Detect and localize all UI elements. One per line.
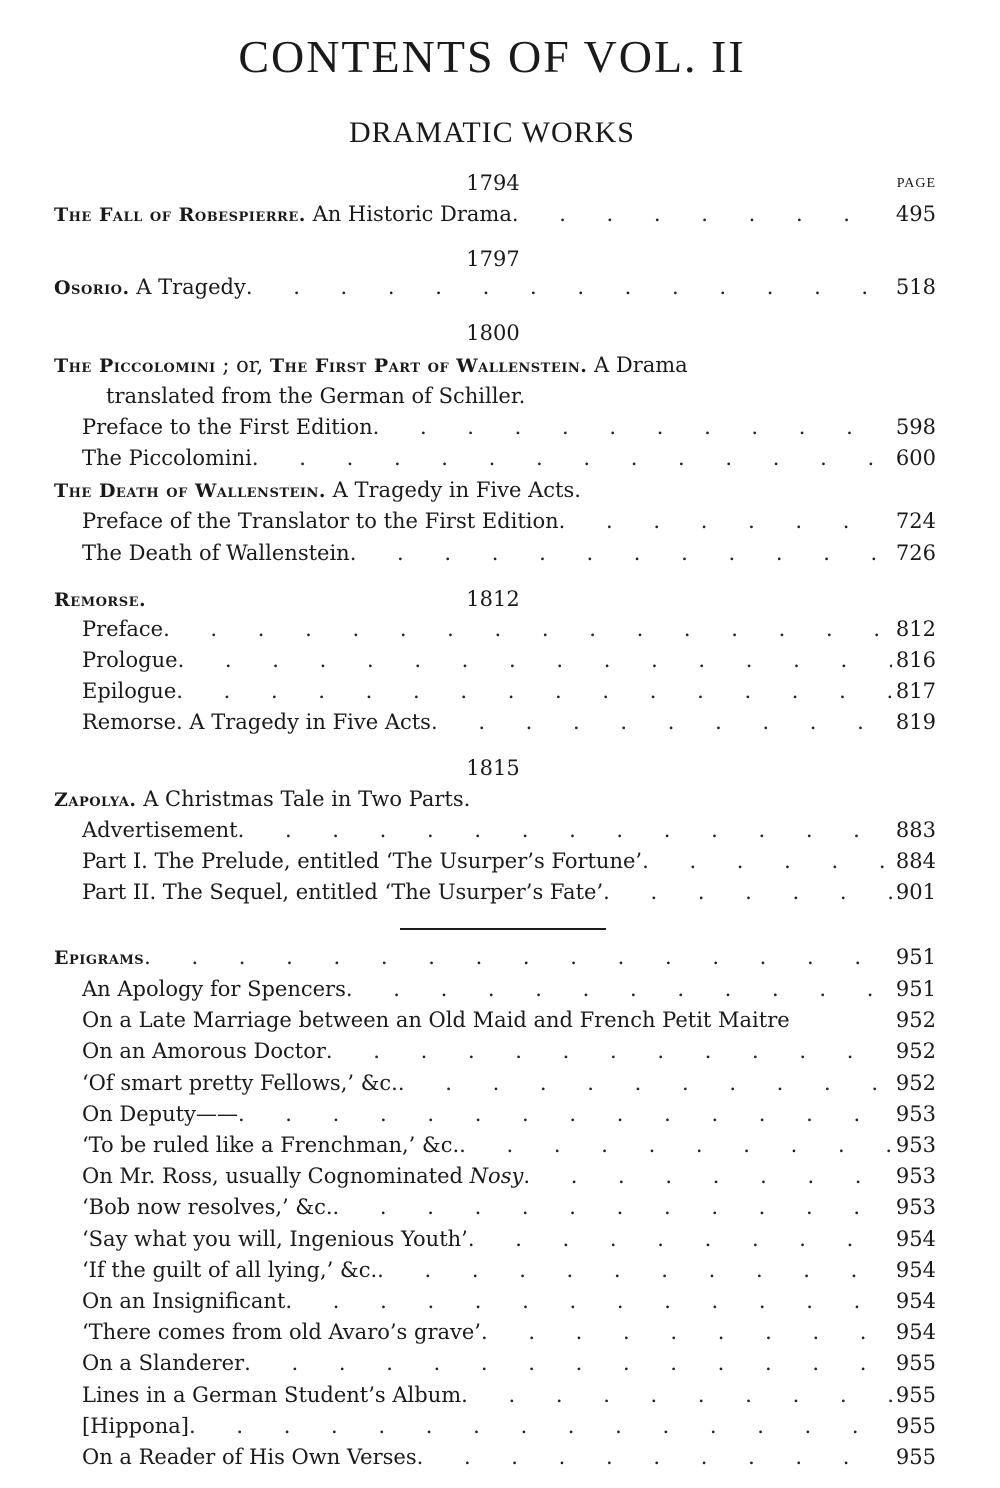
entry-title: The Death of Wallenstein bbox=[82, 541, 350, 565]
toc-entry-remorse[interactable] bbox=[82, 707, 936, 737]
leader-dots bbox=[252, 443, 892, 473]
page-number: 816 bbox=[895, 648, 936, 672]
entry-title: On a Late Marriage between an Old Maid and French Petit Maitre bbox=[82, 1008, 790, 1032]
page-number: 953 bbox=[895, 1195, 936, 1219]
toc-heading-zapolya bbox=[54, 784, 936, 814]
entry-title-caps: Epigrams bbox=[54, 947, 145, 969]
toc-entry-zapolya-advertisement[interactable] bbox=[82, 815, 936, 845]
page-number: 954 bbox=[895, 1227, 936, 1251]
year-1815: 1815 bbox=[466, 756, 520, 780]
entry-title: ‘If the guilt of all lying,’ &c. bbox=[82, 1258, 378, 1282]
leader-dots bbox=[163, 614, 892, 644]
page-number: 819 bbox=[895, 710, 936, 734]
entry-title-caps: Zapolya. bbox=[54, 789, 137, 811]
page-number: 955 bbox=[895, 1383, 936, 1407]
leader-dots bbox=[642, 846, 892, 876]
entry-continuation: translated from the German of Schiller. bbox=[106, 384, 526, 408]
toc-entry-remorse-epilogue[interactable] bbox=[82, 676, 936, 706]
leader-dots bbox=[189, 1411, 892, 1441]
entry-title: Preface to the First Edition bbox=[82, 415, 373, 439]
entry-subtitle: An Historic Drama bbox=[305, 202, 512, 226]
leader-dots bbox=[144, 942, 892, 972]
section-title: DRAMATIC WORKS bbox=[349, 116, 635, 149]
toc-entry-zapolya-part1[interactable] bbox=[82, 846, 936, 876]
leader-dots bbox=[377, 1255, 892, 1285]
entry-subtitle: A Christmas Tale in Two Parts. bbox=[136, 787, 471, 811]
entry-title: Remorse. A Tragedy in Five Acts bbox=[82, 710, 431, 734]
toc-entry-epigram[interactable] bbox=[82, 1442, 936, 1472]
toc-entry-epigram[interactable] bbox=[82, 1130, 936, 1160]
entry-title: Preface of the Translator to the First Edition bbox=[82, 509, 559, 533]
leader-dots bbox=[481, 1317, 892, 1347]
toc-entry-piccolomini[interactable] bbox=[82, 443, 936, 473]
page-number: 884 bbox=[895, 849, 936, 873]
entry-title: Part I. The Prelude, entitled ‘The Usurper’s Fortune’ bbox=[82, 849, 643, 873]
entry-title: Preface bbox=[82, 617, 164, 641]
toc-entry-epigram[interactable] bbox=[82, 1348, 936, 1378]
leader-dots bbox=[326, 1036, 892, 1066]
toc-entry-remorse-preface[interactable] bbox=[82, 614, 936, 644]
entry-title-caps: The First Part of Wallenstein. bbox=[269, 355, 588, 377]
entry-title: ‘There comes from old Avaro’s grave’ bbox=[82, 1320, 481, 1344]
page-number: 951 bbox=[895, 945, 936, 969]
toc-entry-death-preface[interactable] bbox=[82, 506, 936, 536]
toc-entry-epigram[interactable] bbox=[82, 1380, 936, 1410]
entry-title: Lines in a German Student’s Album bbox=[82, 1383, 462, 1407]
leader-dots bbox=[459, 1130, 892, 1160]
page-number: 952 bbox=[895, 1071, 936, 1095]
year-1800: 1800 bbox=[466, 321, 520, 345]
toc-entry-death-of-wallenstein[interactable] bbox=[82, 538, 936, 568]
leader-dots bbox=[512, 199, 892, 229]
section-divider bbox=[400, 928, 606, 930]
toc-entry-epigram[interactable] bbox=[82, 1255, 936, 1285]
entry-title: ‘Bob now resolves,’ &c. bbox=[82, 1195, 333, 1219]
entry-title: An Apology for Spencers bbox=[82, 977, 346, 1001]
entry-subtitle: A Tragedy in Five Acts. bbox=[326, 478, 581, 502]
entry-subtitle: A Tragedy bbox=[129, 275, 246, 299]
page-number: 952 bbox=[895, 1039, 936, 1063]
page-number: 952 bbox=[895, 1008, 936, 1032]
page-number: 600 bbox=[895, 446, 936, 470]
leader-dots bbox=[350, 538, 892, 568]
leader-dots bbox=[417, 1442, 892, 1472]
toc-entry-zapolya-part2[interactable] bbox=[82, 877, 936, 907]
page-number: 953 bbox=[895, 1133, 936, 1157]
page-column-label: PAGE bbox=[896, 176, 936, 191]
toc-entry-epigram[interactable] bbox=[82, 1192, 936, 1222]
page-number: 883 bbox=[895, 818, 936, 842]
toc-heading-remorse: Remorse. bbox=[54, 589, 147, 611]
entry-title-caps: The Fall of Robespierre. bbox=[54, 204, 306, 226]
leader-dots bbox=[176, 676, 892, 706]
page-number: 955 bbox=[895, 1445, 936, 1469]
leader-dots bbox=[238, 1099, 892, 1129]
leader-dots bbox=[398, 1068, 892, 1098]
year-1794: 1794 bbox=[466, 171, 520, 195]
entry-subtitle: A Drama bbox=[587, 353, 688, 377]
toc-entry-osorio[interactable] bbox=[54, 272, 936, 302]
leader-dots bbox=[238, 815, 892, 845]
entry-title: On an Insignificant bbox=[82, 1289, 286, 1313]
page-number: 518 bbox=[895, 275, 936, 299]
entry-title: Prologue bbox=[82, 648, 178, 672]
page-number: 951 bbox=[895, 977, 936, 1001]
leader-dots bbox=[603, 877, 892, 907]
page-number: 953 bbox=[895, 1164, 936, 1188]
leader-dots bbox=[246, 272, 892, 302]
page-title: CONTENTS OF VOL. II bbox=[238, 31, 746, 82]
leader-dots bbox=[468, 1224, 892, 1254]
entry-title: [Hippona] bbox=[82, 1414, 189, 1438]
entry-connector: ; or, bbox=[215, 353, 270, 377]
leader-dots bbox=[431, 707, 892, 737]
page-number: 724 bbox=[895, 509, 936, 533]
leader-dots bbox=[559, 506, 892, 536]
year-1812: 1812 bbox=[466, 587, 520, 611]
entry-title: ‘To be ruled like a Frenchman,’ &c. bbox=[82, 1133, 460, 1157]
toc-entry-epigram[interactable] bbox=[82, 1224, 936, 1254]
page-number: 953 bbox=[895, 1102, 936, 1126]
toc-entry-epigram[interactable] bbox=[82, 1286, 936, 1316]
entry-title: On a Slanderer bbox=[82, 1351, 245, 1375]
entry-title-caps: The Death of Wallenstein. bbox=[54, 480, 326, 502]
toc-heading-death-of-wallenstein bbox=[54, 475, 936, 505]
page-number: 955 bbox=[895, 1351, 936, 1375]
leader-dots bbox=[285, 1286, 892, 1316]
leader-dots bbox=[373, 412, 892, 442]
page-number: 954 bbox=[895, 1258, 936, 1282]
leader-dots bbox=[178, 645, 892, 675]
toc-entry-epigrams[interactable] bbox=[54, 942, 936, 972]
leader-dots bbox=[333, 1192, 892, 1222]
leader-dots bbox=[523, 1161, 892, 1191]
entry-title: ‘Say what you will, Ingenious Youth’ bbox=[82, 1227, 468, 1251]
leader-dots bbox=[461, 1380, 892, 1410]
toc-entry-epigram[interactable] bbox=[82, 1317, 936, 1347]
entry-title-caps: Osorio. bbox=[54, 277, 130, 299]
toc-entry-epigram[interactable] bbox=[82, 1005, 936, 1035]
leader-dots bbox=[244, 1348, 892, 1378]
toc-entry-robespierre[interactable] bbox=[54, 199, 936, 229]
page-number: 817 bbox=[895, 679, 936, 703]
entry-title: On a Reader of His Own Verses bbox=[82, 1445, 417, 1469]
page-number: 726 bbox=[895, 541, 936, 565]
toc-entry-epigram[interactable] bbox=[82, 1036, 936, 1066]
page-number: 901 bbox=[895, 880, 936, 904]
toc-entry-epigram[interactable] bbox=[82, 974, 936, 1004]
entry-title: On Mr. Ross, usually Cognominated Nosy bbox=[82, 1164, 524, 1188]
page-number: 812 bbox=[895, 617, 936, 641]
toc-entry-epigram[interactable] bbox=[82, 1099, 936, 1129]
entry-title-italic: Nosy bbox=[469, 1164, 524, 1188]
entry-title: On Deputy—— bbox=[82, 1102, 238, 1126]
entry-title: Advertisement bbox=[82, 818, 238, 842]
toc-entry-piccolomini-preface[interactable] bbox=[82, 412, 936, 442]
page-number: 598 bbox=[895, 415, 936, 439]
toc-entry-epigram[interactable] bbox=[82, 1068, 936, 1098]
toc-entry-epigram[interactable] bbox=[82, 1161, 936, 1191]
page-number: 954 bbox=[895, 1289, 936, 1313]
toc-entry-epigram[interactable] bbox=[82, 1411, 936, 1441]
page-number: 955 bbox=[895, 1414, 936, 1438]
page-number: 495 bbox=[895, 202, 936, 226]
entry-title: Part II. The Sequel, entitled ‘The Usurper’s Fate’ bbox=[82, 880, 604, 904]
entry-title: On an Amorous Doctor bbox=[82, 1039, 326, 1063]
toc-entry-remorse-prologue[interactable] bbox=[82, 645, 936, 675]
year-1797: 1797 bbox=[466, 247, 520, 271]
entry-title: The Piccolomini bbox=[82, 446, 252, 470]
entry-title: ‘Of smart pretty Fellows,’ &c. bbox=[82, 1071, 398, 1095]
entry-title-caps: The Piccolomini bbox=[54, 355, 216, 377]
entry-title: Epilogue bbox=[82, 679, 177, 703]
toc-heading-piccolomini bbox=[54, 350, 936, 380]
page-number: 954 bbox=[895, 1320, 936, 1344]
leader-dots bbox=[346, 974, 892, 1004]
